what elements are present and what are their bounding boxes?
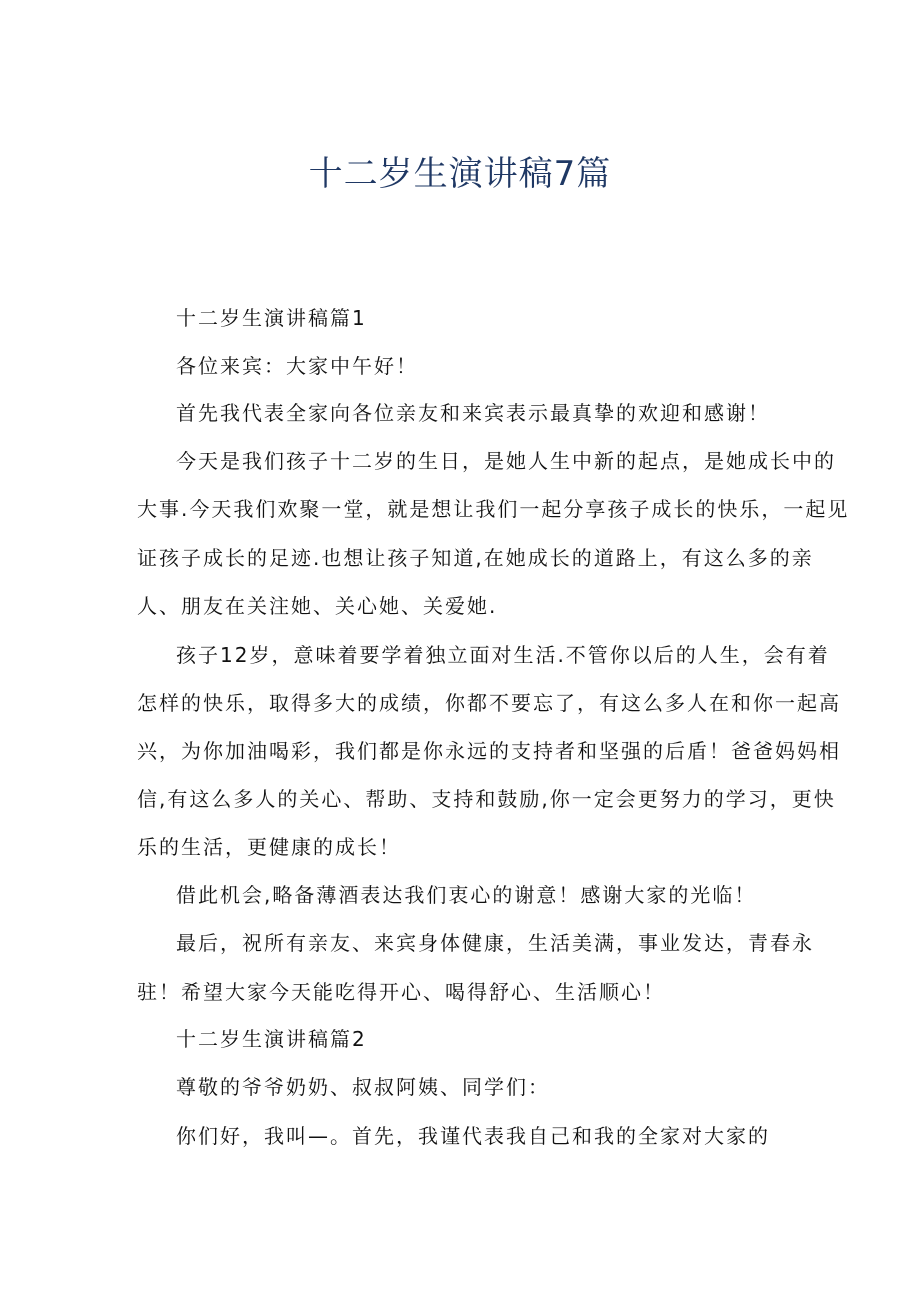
- section-heading-2: 十二岁生演讲稿篇2: [176, 1027, 367, 1051]
- paragraph-line: 借此机会,略备薄酒表达我们衷心的谢意！感谢大家的光临！: [176, 883, 757, 907]
- document-title: 十二岁生演讲稿7篇: [308, 154, 612, 194]
- paragraph-line: 最后，祝所有亲友、来宾身体健康，生活美满，事业发达，青春永: [176, 931, 814, 955]
- paragraph-line: 怎样的快乐，取得多大的成绩，你都不要忘了，有这么多人在和你一起高: [137, 691, 841, 715]
- paragraph-line: 信,有这么多人的关心、帮助、支持和鼓励,你一定会更努力的学习，更快: [137, 787, 836, 811]
- section-heading-1: 十二岁生演讲稿篇1: [176, 306, 367, 330]
- paragraph-line: 今天是我们孩子十二岁的生日，是她人生中新的起点，是她成长中的: [176, 449, 836, 473]
- paragraph-line: 孩子12岁，意味着要学着独立面对生活.不管你以后的人生，会有着: [176, 643, 830, 667]
- paragraph-line: 驻！希望大家今天能吃得开心、喝得舒心、生活顺心！: [137, 980, 665, 1004]
- paragraph-line: 首先我代表全家向各位亲友和来宾表示最真挚的欢迎和感谢！: [176, 401, 770, 425]
- paragraph-line: 你们好，我叫—。首先，我谨代表我自己和我的全家对大家的: [176, 1124, 770, 1148]
- paragraph-line: 证孩子成长的足迹.也想让孩子知道,在她成长的道路上，有这么多的亲: [137, 546, 814, 570]
- salutation-line: 尊敬的爷爷奶奶、叔叔阿姨、同学们：: [176, 1075, 550, 1099]
- greeting-line: 各位来宾：大家中午好！: [176, 354, 418, 378]
- paragraph-line: 兴，为你加油喝彩，我们都是你永远的支持者和坚强的后盾！爸爸妈妈相: [137, 739, 841, 763]
- paragraph-line: 乐的生活，更健康的成长！: [137, 835, 401, 859]
- paragraph-line: 人、朋友在关注她、关心她、关爱她.: [137, 594, 498, 618]
- paragraph-line: 大事.今天我们欢聚一堂，就是想让我们一起分享孩子成长的快乐，一起见: [137, 497, 850, 521]
